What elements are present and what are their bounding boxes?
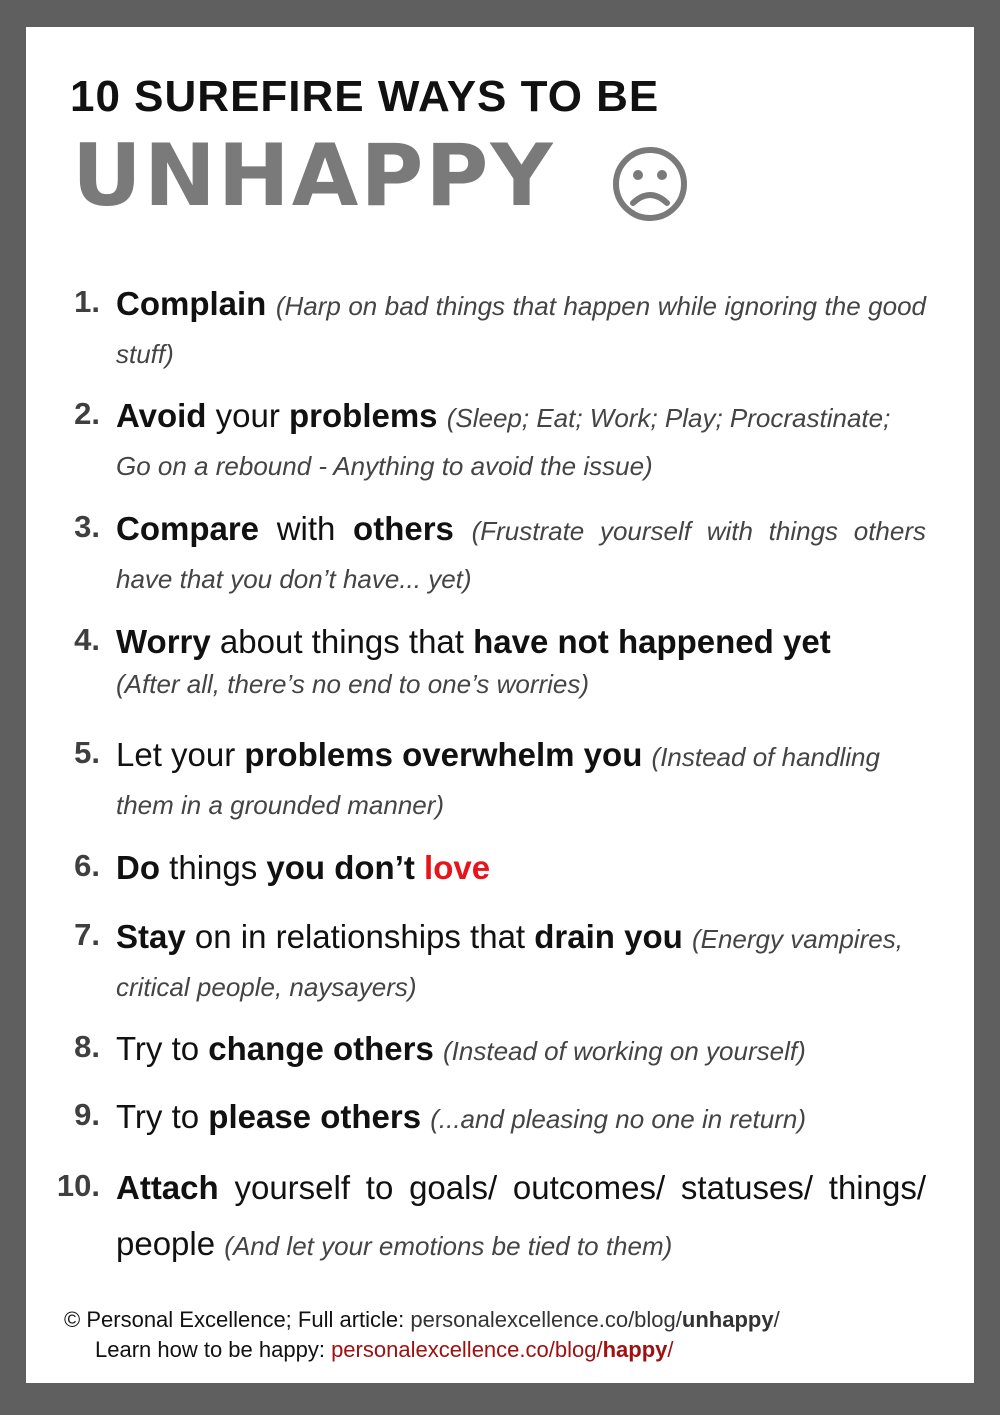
item-text: Compare [116,510,260,547]
item-text: Complain [116,285,267,322]
item-text: Worry [116,623,211,660]
item-description: (...and pleasing no one in return) [430,1104,807,1134]
item-description: (And let your emotions be tied to them) [224,1231,673,1262]
item-description: (Frustrate yourself with things others have that you don’t have... yet) [116,516,926,594]
item-description: (Energy vampires, critical people, naysayers) [116,924,903,1002]
footer-line-2 [64,1335,780,1365]
happy-link[interactable]: personalexcellence.co/blog/happy/ [331,1337,674,1362]
item-description: (Instead of working on yourself) [443,1036,806,1066]
item-number: 7. [74,917,100,952]
item-number: 9. [74,1097,100,1132]
footer [64,1305,780,1365]
list-item [74,1093,926,1141]
item-description: (Harp on bad things that happen while ignoring the good stuff) [116,291,927,369]
frown-face-icon [611,145,689,223]
item-text: things [160,849,267,886]
item-number: 8. [74,1029,100,1064]
footer-happy-prefix: Learn how to be happy: [95,1337,332,1362]
item-text-highlight: love [424,849,491,886]
list-item [56,1160,926,1272]
list-item [74,1025,926,1073]
item-description: (After all, there’s no end to one’s worries) [116,668,590,699]
item-text: please others [208,1098,422,1135]
page-title: 10 SUREFIRE WAYS TO BE [70,72,660,121]
item-number: 2. [74,396,100,431]
item-text: problems overwhelm you [244,736,643,773]
item-text: drain you [534,918,683,955]
item-text: Avoid [116,397,207,434]
item-number: 3. [74,509,100,544]
list-item [74,392,926,488]
item-text: with [259,510,354,547]
list-item [74,731,926,827]
item-text: have not happened yet [473,623,831,660]
item-text: Stay [116,918,186,955]
article-link[interactable]: personalexcellence.co/blog/unhappy/ [410,1307,780,1332]
item-text: on in relationships that [185,918,535,955]
item-number: 5. [74,735,100,770]
item-text: Do [116,849,160,886]
item-number: 1. [74,284,100,319]
item-text: about things that [210,623,474,660]
item-description: (Sleep; Eat; Work; Play; Procrastinate; Go on a rebound - Anything to avoid the issue) [116,403,891,481]
item-text: change others [208,1030,434,1067]
page-subtitle: UNHAPPY [72,126,555,226]
item-description: (Instead of handling them in a grounded manner) [116,742,880,820]
item-text: Let your [116,736,245,773]
item-text: problems [289,397,438,434]
list-item [74,505,926,601]
item-text: Try to [116,1030,209,1067]
item-text: yourself to goals/ outcomes/ statuses/ things/ people [116,1169,926,1263]
item-text: Attach [116,1169,219,1206]
list-item [74,280,927,376]
list-item [74,913,926,1009]
list-item [74,844,926,892]
item-text: your [206,397,289,434]
item-number: 6. [74,848,100,883]
item-text: others [353,510,454,547]
item-text: Try to [116,1098,209,1135]
item-number: 10. [56,1168,100,1203]
list-item [74,618,926,704]
footer-credit: Personal Excellence; Full article: [86,1307,411,1332]
item-text: you don’t [266,849,425,886]
item-number: 4. [74,622,100,657]
copyright-symbol: © [64,1307,81,1332]
